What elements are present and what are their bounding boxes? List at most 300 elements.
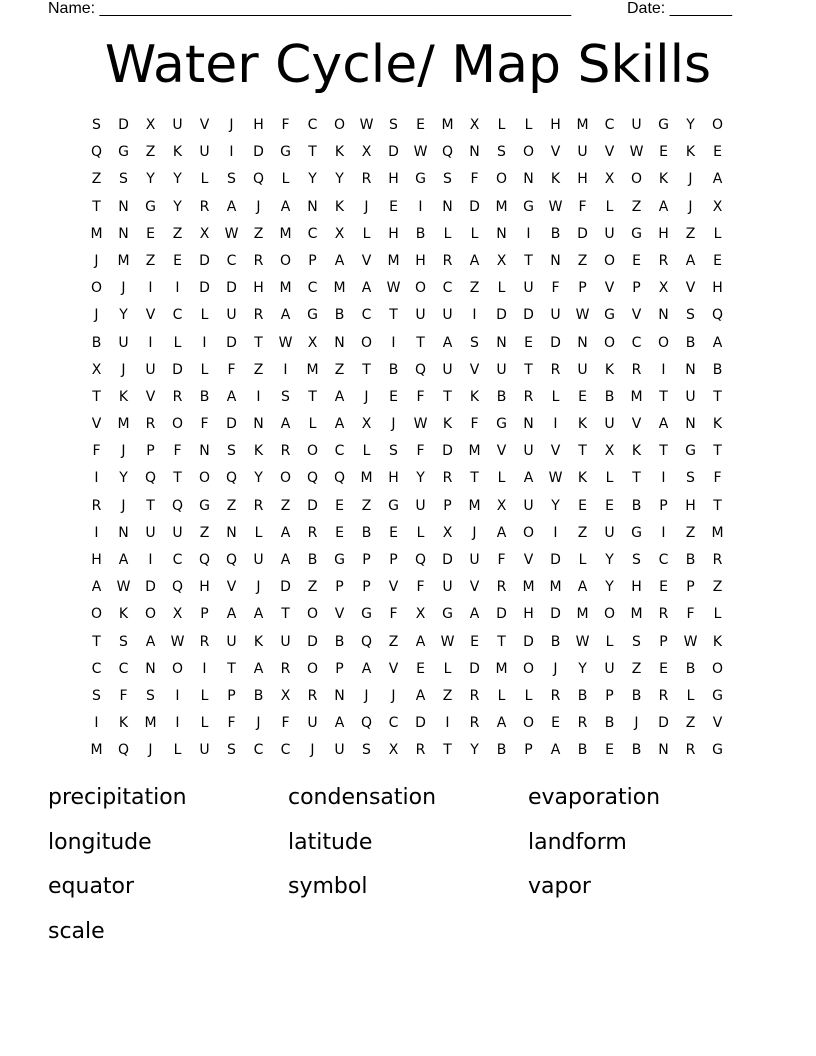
grid-letter: J	[256, 198, 261, 215]
grid-letter: M	[468, 497, 481, 514]
grid-letter: A	[280, 198, 291, 215]
grid-letter: G	[496, 416, 507, 433]
grid-letter: E	[713, 252, 722, 269]
grid-letter: A	[523, 470, 534, 487]
grid-letter: L	[578, 552, 587, 568]
grid-letter: U	[253, 552, 264, 568]
grid-letter: O	[603, 334, 616, 351]
grid-letter: M	[333, 280, 346, 297]
grid-letter: K	[604, 361, 615, 378]
grid-letter: I	[229, 144, 234, 161]
grid-letter: D	[388, 144, 399, 161]
grid-letter: C	[334, 443, 345, 460]
grid-letter: R	[253, 252, 264, 269]
grid-letter: M	[441, 117, 454, 133]
grid-letter: D	[280, 579, 291, 596]
grid-letter: A	[415, 687, 426, 704]
grid-letter: Y	[605, 579, 614, 596]
grid-letter: J	[364, 687, 369, 704]
grid-letter: Q	[225, 470, 238, 487]
grid-letter: I	[283, 361, 288, 378]
grid-letter: X	[496, 252, 507, 269]
grid-letter: J	[391, 687, 396, 704]
grid-letter: T	[416, 334, 425, 351]
grid-letter: O	[198, 470, 211, 487]
grid-letter: C	[307, 280, 318, 297]
grid-letter: N	[118, 198, 129, 215]
grid-letter: K	[253, 633, 264, 650]
grid-letter: D	[307, 633, 318, 650]
grid-letter: Q	[225, 552, 238, 568]
grid-letter: Q	[252, 171, 265, 188]
grid-letter: K	[172, 144, 183, 161]
grid-letter: H	[712, 280, 723, 297]
grid-letter: U	[145, 524, 156, 541]
grid-letter: R	[550, 361, 561, 378]
grid-letter: I	[202, 660, 207, 677]
grid-letter: Z	[442, 687, 453, 704]
grid-row	[83, 359, 731, 386]
grid-letter: G	[442, 606, 453, 623]
grid-letter: Y	[578, 660, 587, 677]
grid-letter: Q	[711, 307, 724, 324]
grid-letter: W	[548, 198, 563, 215]
grid-letter: Y	[119, 470, 128, 487]
grid-letter: T	[443, 388, 452, 405]
grid-letter: X	[658, 280, 669, 297]
grid-letter: S	[146, 687, 155, 704]
grid-letter: C	[631, 334, 642, 351]
grid-letter: M	[576, 117, 589, 133]
grid-letter: B	[496, 742, 507, 759]
grid-letter: W	[116, 579, 131, 596]
grid-letter: Q	[414, 552, 427, 568]
grid-letter: B	[631, 497, 642, 514]
grid-letter: U	[442, 307, 453, 324]
grid-letter: I	[94, 524, 99, 541]
grid-letter: E	[335, 497, 344, 514]
grid-letter: N	[685, 361, 696, 378]
grid-letter: W	[359, 117, 374, 133]
grid-letter: W	[629, 144, 644, 161]
grid-letter: Y	[416, 470, 425, 487]
grid-letter: N	[307, 198, 318, 215]
word-search-grid	[83, 114, 731, 767]
grid-letter: Z	[172, 225, 183, 242]
grid-letter: A	[334, 715, 345, 732]
grid-letter: W	[278, 334, 293, 351]
grid-letter: H	[199, 579, 210, 596]
grid-letter: Z	[577, 252, 588, 269]
grid-letter: S	[443, 171, 452, 188]
grid-letter: B	[631, 687, 642, 704]
grid-letter: G	[712, 742, 723, 759]
grid-row	[83, 522, 731, 549]
grid-letter: D	[577, 225, 588, 242]
grid-letter: M	[630, 606, 643, 623]
grid-letter: O	[306, 660, 319, 677]
grid-letter: X	[496, 497, 507, 514]
grid-letter: U	[469, 552, 480, 568]
grid-letter: S	[389, 117, 398, 133]
grid-letter: T	[227, 660, 236, 677]
grid-row	[83, 685, 731, 712]
grid-letter: T	[173, 470, 182, 487]
grid-letter: B	[496, 388, 507, 405]
grid-letter: Q	[198, 552, 211, 568]
grid-letter: E	[605, 497, 614, 514]
grid-letter: Z	[280, 497, 291, 514]
grid-letter: M	[360, 470, 373, 487]
grid-letter: M	[522, 579, 535, 596]
grid-row	[83, 549, 731, 576]
grid-letter: H	[550, 117, 561, 133]
grid-letter: D	[550, 606, 561, 623]
grid-letter: I	[202, 334, 207, 351]
grid-letter: N	[442, 198, 453, 215]
grid-letter: U	[523, 443, 534, 460]
word-list-item: latitude	[288, 829, 373, 855]
grid-row	[83, 196, 731, 223]
grid-letter: Z	[226, 497, 237, 514]
grid-letter: M	[549, 579, 562, 596]
grid-letter: S	[92, 117, 101, 133]
grid-letter: Y	[308, 171, 317, 188]
grid-letter: A	[280, 552, 291, 568]
grid-letter: B	[604, 388, 615, 405]
grid-letter: X	[361, 416, 372, 433]
grid-letter: J	[391, 416, 396, 433]
grid-letter: A	[550, 742, 561, 759]
grid-letter: L	[200, 307, 209, 324]
grid-letter: K	[685, 144, 696, 161]
grid-letter: E	[605, 742, 614, 759]
grid-letter: G	[118, 144, 129, 161]
grid-letter: W	[440, 633, 455, 650]
grid-letter: S	[389, 443, 398, 460]
grid-letter: R	[550, 687, 561, 704]
grid-letter: U	[442, 361, 453, 378]
grid-letter: B	[685, 660, 696, 677]
grid-row	[83, 739, 731, 766]
grid-letter: S	[470, 334, 479, 351]
grid-letter: L	[173, 742, 182, 759]
grid-letter: B	[388, 361, 399, 378]
grid-letter: H	[631, 579, 642, 596]
grid-letter: L	[551, 388, 560, 405]
grid-row	[83, 440, 731, 467]
grid-letter: T	[713, 388, 722, 405]
grid-letter: N	[118, 524, 129, 541]
grid-letter: A	[334, 252, 345, 269]
grid-letter: O	[360, 334, 373, 351]
grid-letter: A	[334, 388, 345, 405]
grid-letter: H	[685, 497, 696, 514]
grid-letter: L	[524, 117, 533, 133]
grid-letter: R	[145, 416, 156, 433]
grid-letter: N	[334, 687, 345, 704]
grid-letter: C	[253, 742, 264, 759]
grid-letter: R	[577, 715, 588, 732]
grid-letter: I	[661, 361, 666, 378]
grid-letter: O	[603, 606, 616, 623]
grid-letter: X	[334, 225, 345, 242]
grid-letter: E	[335, 524, 344, 541]
grid-letter: H	[415, 252, 426, 269]
grid-letter: I	[391, 334, 396, 351]
grid-letter: K	[469, 388, 480, 405]
grid-letter: G	[604, 307, 615, 324]
grid-letter: J	[121, 361, 126, 378]
grid-letter: K	[334, 144, 345, 161]
grid-letter: W	[575, 633, 590, 650]
grid-letter: L	[524, 687, 533, 704]
grid-letter: P	[686, 579, 695, 596]
grid-letter: D	[442, 443, 453, 460]
grid-letter: I	[661, 524, 666, 541]
grid-row	[83, 304, 731, 331]
grid-letter: Y	[173, 198, 182, 215]
grid-letter: B	[415, 225, 426, 242]
grid-letter: E	[389, 198, 398, 215]
grid-letter: W	[170, 633, 185, 650]
grid-letter: M	[144, 715, 157, 732]
grid-letter: Z	[685, 225, 696, 242]
grid-letter: U	[145, 361, 156, 378]
grid-row	[83, 223, 731, 250]
grid-letter: F	[470, 416, 479, 433]
grid-letter: V	[685, 280, 696, 297]
grid-letter: C	[442, 280, 453, 297]
grid-letter: U	[523, 280, 534, 297]
grid-letter: K	[118, 388, 129, 405]
grid-letter: N	[253, 416, 264, 433]
grid-letter: J	[121, 497, 126, 514]
grid-letter: R	[307, 687, 318, 704]
grid-letter: L	[362, 225, 371, 242]
grid-letter: O	[90, 280, 103, 297]
grid-letter: G	[685, 443, 696, 460]
grid-letter: X	[307, 334, 318, 351]
grid-row	[83, 332, 731, 359]
grid-letter: A	[415, 633, 426, 650]
grid-letter: Z	[631, 198, 642, 215]
grid-letter: H	[577, 171, 588, 188]
grid-letter: A	[712, 334, 723, 351]
grid-letter: D	[469, 660, 480, 677]
grid-letter: J	[688, 171, 693, 188]
grid-letter: S	[497, 144, 506, 161]
grid-letter: R	[469, 715, 480, 732]
grid-letter: K	[253, 443, 264, 460]
grid-letter: S	[632, 552, 641, 568]
grid-letter: I	[148, 334, 153, 351]
grid-letter: P	[578, 280, 587, 297]
grid-letter: F	[173, 443, 182, 460]
grid-letter: Z	[685, 524, 696, 541]
grid-letter: T	[92, 388, 101, 405]
grid-letter: U	[577, 144, 588, 161]
grid-letter: D	[415, 715, 426, 732]
grid-letter: M	[90, 225, 103, 242]
grid-letter: R	[415, 742, 426, 759]
grid-letter: P	[389, 552, 398, 568]
grid-letter: E	[659, 144, 668, 161]
grid-letter: U	[604, 416, 615, 433]
grid-letter: Z	[307, 579, 318, 596]
grid-letter: O	[171, 416, 184, 433]
grid-letter: A	[469, 252, 480, 269]
grid-row	[83, 250, 731, 277]
grid-letter: P	[659, 633, 668, 650]
grid-letter: I	[175, 687, 180, 704]
grid-letter: T	[659, 443, 668, 460]
word-list-item: evaporation	[528, 785, 661, 810]
grid-letter: I	[553, 416, 558, 433]
word-list-item: scale	[48, 918, 105, 944]
grid-letter: R	[685, 742, 696, 759]
grid-letter: B	[307, 552, 318, 568]
grid-letter: R	[199, 633, 210, 650]
grid-letter: L	[605, 470, 614, 487]
grid-letter: B	[577, 742, 588, 759]
grid-letter: Z	[631, 660, 642, 677]
grid-letter: Y	[254, 470, 263, 487]
grid-letter: T	[524, 361, 533, 378]
grid-letter: B	[577, 687, 588, 704]
grid-letter: O	[522, 524, 535, 541]
grid-letter: W	[224, 225, 239, 242]
grid-letter: O	[414, 280, 427, 297]
grid-letter: Z	[91, 171, 102, 188]
grid-row	[83, 141, 731, 168]
grid-letter: A	[658, 198, 669, 215]
grid-letter: V	[388, 579, 399, 596]
grid-letter: H	[253, 117, 264, 133]
grid-letter: H	[253, 280, 264, 297]
grid-letter: Q	[414, 361, 427, 378]
grid-row	[83, 467, 731, 494]
grid-letter: D	[496, 606, 507, 623]
grid-letter: I	[175, 280, 180, 297]
grid-letter: R	[442, 252, 453, 269]
grid-letter: G	[631, 524, 642, 541]
grid-letter: Q	[360, 715, 373, 732]
grid-letter: E	[524, 334, 533, 351]
grid-letter: Z	[199, 524, 210, 541]
grid-letter: G	[631, 225, 642, 242]
grid-letter: V	[496, 443, 507, 460]
grid-row	[83, 658, 731, 685]
grid-letter: P	[632, 280, 641, 297]
grid-letter: D	[550, 552, 561, 568]
grid-letter: U	[631, 117, 642, 133]
grid-letter: Q	[333, 470, 346, 487]
grid-letter: U	[550, 307, 561, 324]
grid-letter: D	[658, 715, 669, 732]
grid-letter: F	[416, 579, 425, 596]
grid-letter: I	[94, 715, 99, 732]
grid-letter: O	[711, 117, 724, 133]
grid-letter: S	[632, 633, 641, 650]
grid-letter: B	[631, 742, 642, 759]
grid-letter: V	[388, 660, 399, 677]
grid-letter: J	[310, 742, 315, 759]
grid-letter: U	[523, 497, 534, 514]
grid-letter: Z	[145, 252, 156, 269]
grid-letter: I	[148, 280, 153, 297]
grid-letter: J	[553, 660, 558, 677]
word-list-item: condensation	[288, 785, 437, 810]
grid-letter: R	[658, 606, 669, 623]
grid-letter: F	[281, 117, 290, 133]
grid-letter: A	[226, 198, 237, 215]
grid-letter: T	[470, 470, 479, 487]
grid-letter: F	[389, 606, 398, 623]
grid-letter: W	[413, 416, 428, 433]
grid-letter: T	[92, 633, 101, 650]
grid-letter: A	[280, 524, 291, 541]
grid-letter: V	[361, 252, 372, 269]
grid-letter: J	[229, 117, 234, 133]
grid-letter: D	[145, 579, 156, 596]
grid-letter: C	[172, 552, 183, 568]
grid-letter: P	[227, 687, 236, 704]
grid-letter: F	[92, 443, 101, 460]
grid-letter: D	[118, 117, 129, 133]
grid-letter: G	[523, 198, 534, 215]
grid-letter: G	[388, 497, 399, 514]
grid-letter: U	[226, 633, 237, 650]
grid-letter: U	[280, 633, 291, 650]
grid-letter: F	[281, 715, 290, 732]
grid-letter: Q	[171, 579, 184, 596]
grid-letter: O	[630, 171, 643, 188]
grid-letter: U	[334, 742, 345, 759]
grid-letter: S	[227, 171, 236, 188]
grid-letter: A	[361, 660, 372, 677]
grid-letter: R	[199, 198, 210, 215]
grid-letter: R	[631, 361, 642, 378]
grid-letter: U	[172, 117, 183, 133]
grid-letter: J	[364, 198, 369, 215]
grid-letter: V	[145, 307, 156, 324]
grid-letter: J	[94, 307, 99, 324]
grid-letter: L	[443, 660, 452, 677]
grid-letter: O	[495, 171, 508, 188]
grid-letter: L	[173, 334, 182, 351]
grid-letter: E	[416, 117, 425, 133]
grid-letter: A	[577, 579, 588, 596]
grid-letter: A	[469, 606, 480, 623]
grid-letter: F	[200, 416, 209, 433]
grid-letter: T	[92, 198, 101, 215]
grid-row	[83, 413, 731, 440]
grid-letter: O	[279, 252, 292, 269]
grid-letter: A	[226, 388, 237, 405]
grid-letter: Z	[388, 633, 399, 650]
grid-letter: B	[334, 307, 345, 324]
grid-letter: T	[308, 144, 317, 161]
grid-letter: M	[630, 388, 643, 405]
word-list-item: landform	[528, 829, 627, 855]
grid-letter: N	[469, 144, 480, 161]
grid-letter: V	[631, 307, 642, 324]
grid-letter: J	[148, 742, 153, 759]
grid-letter: I	[526, 225, 531, 242]
grid-letter: O	[90, 606, 103, 623]
grid-letter: F	[578, 198, 587, 215]
